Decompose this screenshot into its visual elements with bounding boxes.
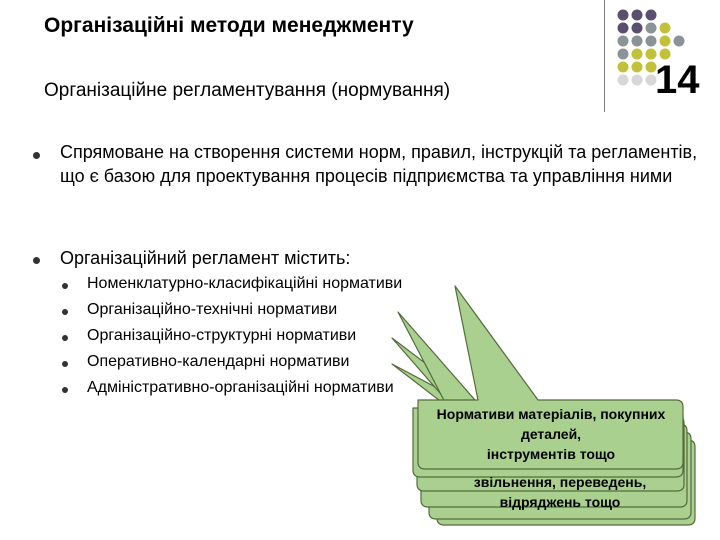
sub-item-4: Оперативно-календарні нормативи [87,353,350,370]
callout-back-text-line1: звільнення, переведень, [473,474,647,490]
slide-title: Організаційні методи менеджменту [44,14,414,37]
callout-front-text-line2: деталей, [520,426,582,442]
bullet-text-2: Організаційний регламент містить: [60,248,351,268]
slide-number: 14 [655,58,700,102]
sub-item-1: Номенклатурно-класифікаційні нормативи [87,275,403,292]
sub-item-5: Адміністративно-організаційні нормативи [87,379,394,396]
callout-front-text-line3: інструментів тощо [486,446,616,462]
bullet-text-1: Спрямоване на створення системи норм, правил, інструкцій та регламентів, що є базою для проектування процесів підприємства та управління ними [60,142,698,186]
slide-subtitle: Організаційне регламентування (нормування) [44,80,451,101]
callout-front-text-line1: Нормативи матеріалів, покупних [436,406,666,422]
sub-item-2: Організаційно-технічні нормативи [87,301,338,318]
sub-item-3: Організаційно-структурні нормативи [87,327,357,344]
callout-back-text-line2: відряджень тощо [499,494,621,510]
